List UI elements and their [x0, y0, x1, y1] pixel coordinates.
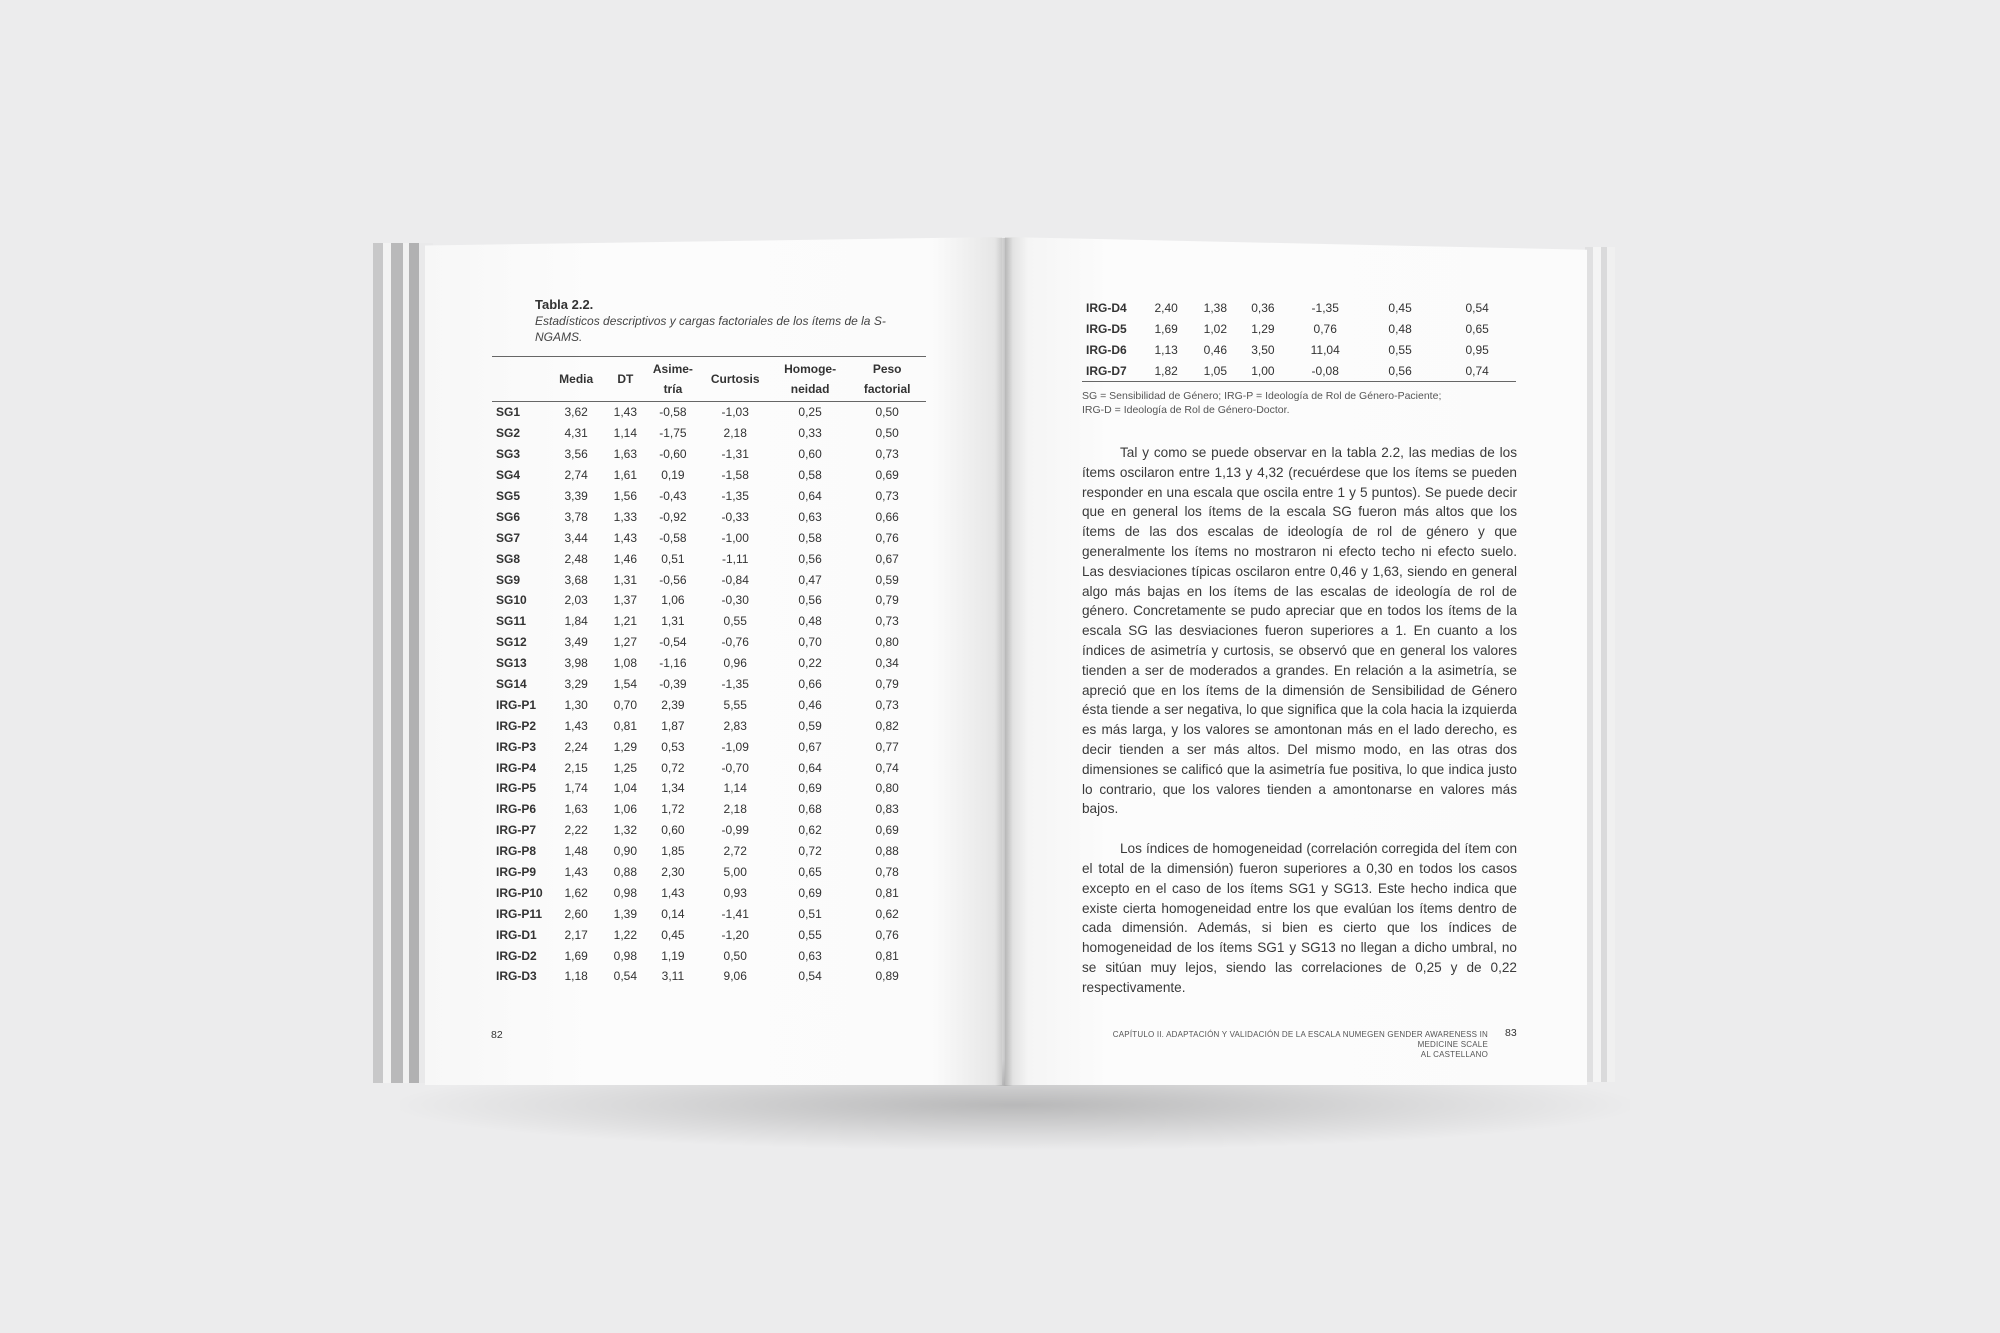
homogeneidad-value: 0,56	[1388, 363, 1412, 378]
media-value: 1,43	[564, 718, 588, 733]
peso-factorial-value: 0,74	[875, 760, 899, 775]
table-row	[492, 966, 926, 987]
item-label: IRG-D6	[1086, 342, 1127, 357]
header-homogeneidad-line1: Homoge-	[784, 362, 837, 376]
dt-value: 0,46	[1203, 342, 1228, 357]
dt-value: 1,54	[613, 677, 638, 692]
homogeneidad-value: 0,48	[798, 614, 822, 629]
curtosis-value: 0,93	[723, 885, 747, 900]
curtosis-value: 9,06	[723, 969, 747, 984]
peso-factorial-value: 0,67	[875, 551, 899, 566]
table-note-1: SG = Sensibilidad de Género; IRG-P = Ideología de Rol de Género-Paciente;	[1082, 390, 1442, 402]
header-homogeneidad	[772, 357, 849, 402]
homogeneidad-value: 0,55	[798, 927, 822, 942]
table-row	[492, 945, 926, 966]
dt-value: 0,81	[613, 718, 638, 733]
table-row	[492, 611, 926, 632]
media-value: 1,63	[564, 802, 588, 817]
body-text	[1082, 443, 1517, 1018]
dt-value: 1,25	[613, 760, 638, 775]
homogeneidad-value: 0,25	[798, 405, 822, 420]
peso-factorial-value: 0,66	[875, 509, 899, 524]
homogeneidad-value: 0,46	[798, 697, 822, 712]
homogeneidad-value: 0,56	[798, 593, 822, 608]
homogeneidad-value: 0,63	[798, 948, 822, 963]
dt-value: 1,39	[613, 906, 638, 921]
curtosis-value: 2,18	[723, 802, 747, 817]
homogeneidad-value: 0,33	[798, 426, 822, 441]
page-number-right: 83	[1505, 1027, 1517, 1039]
curtosis-value: -1,20	[721, 927, 749, 942]
page-number-left: 82	[491, 1029, 503, 1041]
curtosis-value: 2,83	[723, 718, 747, 733]
curtosis-value: -0,99	[721, 823, 749, 838]
peso-factorial-value: 0,73	[875, 447, 899, 462]
table-row	[492, 548, 926, 569]
item-label: IRG-D5	[1086, 321, 1127, 336]
asimetria-value: -0,58	[659, 530, 687, 545]
dt-value: 1,32	[613, 823, 638, 838]
asimetria-value: -0,56	[659, 572, 687, 587]
dt-value: 1,29	[613, 739, 638, 754]
peso-factorial-value: 0,81	[875, 885, 899, 900]
dt-value: 1,14	[613, 426, 638, 441]
curtosis-value: 1,14	[723, 781, 747, 796]
item-label: SG5	[496, 489, 521, 503]
header-item	[492, 357, 549, 402]
peso-factorial-value: 0,69	[875, 823, 899, 838]
peso-factorial-value: 0,88	[875, 844, 899, 859]
asimetria-value: 1,43	[661, 885, 685, 900]
curtosis-value: 11,04	[1310, 342, 1340, 357]
asimetria-value: 1,34	[661, 781, 685, 796]
table-row	[492, 590, 926, 611]
asimetria-value: 2,30	[661, 865, 685, 880]
table-row	[492, 715, 926, 736]
item-label: SG4	[496, 468, 521, 483]
peso-factorial-value: 0,62	[875, 906, 899, 921]
curtosis-value: -1,03	[721, 405, 749, 420]
left-page-stack	[373, 243, 433, 1083]
table-row	[492, 674, 926, 695]
table-note-2: IRG-D = Ideología de Rol de Género-Doctor.	[1082, 404, 1290, 416]
dt-value: 1,22	[613, 927, 638, 942]
paragraph-1: Tal y como se puede observar en la tabla 2.2, las medias de los ítems oscilaron entre 1,13 y 4,32 (recuérdese que los ítems se pueden responder en una escala que oscila entre 1 y 5 puntos). Se puede decir que en general los ítems de la escala SG fueron más altos que los ítems de las dos escalas de ideología de rol de género y que generalmente los ítems no mostraron ni efecto techo ni efecto suelo. Las desviaciones típicas oscilaron entre 0,46 y 1,63, siendo en general algo más bajas en los ítems de las escalas de ideología de rol de género. Concretamente se pudo apreciar que en todos los ítems de la escala SG las desviaciones fueron superiores a 1. En cuanto a los índices de asimetría y curtosis, se observó que en general los valores tienden a ser de moderados a grandes. En relación a la asimetría, se apreció que en los ítems de la dimensión de Sensibilidad de Género ésta tiende a ser negativa, lo que significa que la cola hacia la izquierda es más larga, y los valores se amontonan más en el lado derecho, es decir tienden a ser más altos. Del mismo modo, en las otras dos dimensiones se calificó que la asimetría fue positiva, lo que indica justo lo contrario, que los valores tienden a amontonarse en valores más bajos.	[1082, 445, 1517, 817]
table-row	[492, 924, 926, 945]
header-asimetria	[647, 357, 698, 402]
media-value: 2,74	[564, 468, 588, 483]
homogeneidad-value: 0,70	[798, 635, 822, 650]
asimetria-value: 3,50	[1251, 342, 1275, 357]
book-gutter	[995, 238, 1013, 1086]
table-row	[492, 694, 926, 715]
dt-value: 1,31	[613, 572, 638, 587]
media-value: 1,30	[564, 697, 588, 712]
table-row	[492, 402, 926, 423]
item-label: SG12	[496, 635, 527, 650]
curtosis-value: 0,76	[1313, 321, 1337, 336]
curtosis-value: -1,35	[721, 677, 749, 692]
dt-value: 0,70	[613, 697, 638, 712]
media-value: 3,44	[564, 530, 588, 545]
table-row	[492, 506, 926, 527]
item-label: IRG-P5	[496, 781, 537, 796]
homogeneidad-value: 0,69	[798, 885, 822, 900]
table-row	[1082, 297, 1516, 318]
media-value: 2,24	[564, 739, 588, 754]
peso-factorial-value: 0,79	[875, 593, 899, 608]
homogeneidad-value: 0,66	[798, 677, 822, 692]
asimetria-value: 1,85	[661, 844, 685, 859]
homogeneidad-value: 0,56	[798, 551, 822, 566]
media-value: 3,68	[564, 572, 588, 587]
media-value: 2,40	[1154, 300, 1178, 315]
dt-value: 0,98	[613, 885, 638, 900]
header-peso-factorial	[848, 357, 926, 402]
homogeneidad-value: 0,51	[798, 906, 822, 921]
table-row	[492, 465, 926, 486]
curtosis-value: -1,41	[721, 906, 749, 921]
peso-factorial-value: 0,76	[875, 530, 899, 545]
asimetria-value: 0,45	[661, 927, 685, 942]
media-value: 1,69	[564, 948, 588, 963]
table-row	[492, 757, 926, 778]
curtosis-value: 2,18	[723, 426, 747, 441]
table-row	[492, 862, 926, 883]
item-label: IRG-P1	[496, 697, 537, 712]
homogeneidad-value: 0,69	[798, 781, 822, 796]
table-row	[492, 653, 926, 674]
media-value: 1,84	[564, 614, 588, 629]
peso-factorial-value: 0,79	[875, 677, 899, 692]
dt-value: 0,88	[613, 865, 638, 880]
peso-factorial-value: 0,73	[875, 697, 899, 712]
media-value: 1,43	[564, 865, 588, 880]
asimetria-value: 0,14	[661, 906, 685, 921]
item-label: SG10	[496, 593, 527, 608]
table-header-row	[492, 357, 926, 402]
running-head-line1: CAPÍTULO II. ADAPTACIÓN Y VALIDACIÓN DE LA ESCALA NUMEGEN GENDER AWARENESS IN MEDICINE SCALE	[1112, 1030, 1488, 1049]
asimetria-value: -1,16	[659, 656, 687, 671]
table-caption	[535, 296, 915, 345]
table-caption-subtitle: Estadísticos descriptivos y cargas factoriales de los ítems de la S-NGAMS.	[535, 314, 886, 344]
peso-factorial-value: 0,65	[1465, 321, 1489, 336]
item-label: IRG-D2	[496, 948, 537, 963]
stats-table	[492, 356, 926, 987]
asimetria-value: -0,54	[659, 635, 687, 650]
curtosis-value: -1,00	[721, 530, 749, 545]
curtosis-value: 2,72	[723, 844, 747, 859]
peso-factorial-value: 0,82	[875, 718, 899, 733]
item-label: IRG-P6	[496, 802, 537, 817]
header-curtosis: Curtosis	[699, 357, 772, 402]
curtosis-value: -1,31	[721, 447, 749, 462]
item-label: IRG-P10	[496, 885, 543, 900]
table-row	[492, 841, 926, 862]
homogeneidad-value: 0,54	[798, 969, 822, 984]
table-row	[492, 799, 926, 820]
header-asimetria-line1: Asime-	[652, 362, 693, 376]
header-dt: DT	[604, 357, 648, 402]
table-row	[492, 778, 926, 799]
dt-value: 1,05	[1203, 363, 1228, 378]
dt-value: 1,43	[613, 530, 638, 545]
media-value: 1,62	[564, 885, 588, 900]
curtosis-value: -1,58	[721, 468, 749, 483]
item-label: SG7	[496, 530, 521, 545]
stats-table-continued-body	[1082, 297, 1516, 382]
media-value: 3,62	[564, 405, 588, 420]
table-row	[492, 882, 926, 903]
peso-factorial-value: 0,54	[1465, 300, 1489, 315]
item-label: SG1	[496, 405, 521, 420]
right-page-stack	[1585, 247, 1633, 1082]
item-label: IRG-P2	[496, 718, 537, 733]
item-label: SG9	[496, 572, 521, 587]
peso-factorial-value: 0,59	[875, 572, 899, 587]
curtosis-value: -0,84	[721, 572, 749, 587]
media-value: 2,17	[564, 927, 588, 942]
item-label: SG11	[496, 614, 527, 629]
curtosis-value: -1,09	[721, 739, 749, 754]
header-peso-line2: factorial	[863, 382, 911, 396]
peso-factorial-value: 0,95	[1465, 342, 1489, 357]
homogeneidad-value: 0,55	[1388, 342, 1412, 357]
homogeneidad-value: 0,72	[798, 844, 822, 859]
homogeneidad-value: 0,58	[798, 468, 822, 483]
homogeneidad-value: 0,45	[1388, 300, 1412, 315]
curtosis-value: -1,35	[1311, 300, 1339, 315]
header-peso-line1: Peso	[872, 362, 902, 376]
table-notes	[1082, 389, 1502, 417]
media-value: 1,13	[1154, 342, 1178, 357]
dt-value: 0,54	[613, 969, 638, 984]
dt-value: 1,27	[613, 635, 638, 650]
table-row	[492, 444, 926, 465]
homogeneidad-value: 0,62	[798, 823, 822, 838]
dt-value: 1,43	[613, 405, 638, 420]
peso-factorial-value: 0,50	[875, 426, 899, 441]
item-label: SG8	[496, 551, 521, 566]
peso-factorial-value: 0,76	[875, 927, 899, 942]
header-homogeneidad-line2: neidad	[790, 382, 830, 396]
header-asimetria-line2: tría	[663, 382, 683, 396]
paragraph-2: Los índices de homogeneidad (correlación corregida del ítem con el total de la dimensión) fueron superiores a 0,30 en todos los casos excepto en el caso de los ítems SG1 y SG13. Este hecho indica que existe cierta homogeneidad entre los que evalúan los ítems dentro de cada dimensión. Además, si bien es cierto que los índices de homogeneidad de los ítems SG1 y SG13 no llegan a dicho umbral, no se sitúan muy lejos, siendo las correlaciones de 0,25 y de 0,22 respectivamente.	[1082, 841, 1517, 995]
table-row	[492, 423, 926, 444]
item-label: IRG-P4	[496, 760, 537, 775]
curtosis-value: -0,70	[721, 760, 749, 775]
item-label: SG3	[496, 447, 521, 462]
table-row	[492, 820, 926, 841]
asimetria-value: -1,75	[659, 426, 687, 441]
peso-factorial-value: 0,80	[875, 781, 899, 796]
peso-factorial-value: 0,74	[1465, 363, 1489, 378]
curtosis-value: 5,00	[723, 865, 747, 880]
media-value: 3,29	[564, 677, 588, 692]
peso-factorial-value: 0,34	[875, 656, 899, 671]
asimetria-value: 1,29	[1251, 321, 1275, 336]
table-row	[492, 569, 926, 590]
asimetria-value: -0,43	[659, 489, 687, 503]
curtosis-value: -0,30	[721, 593, 749, 608]
peso-factorial-value: 0,73	[875, 614, 899, 629]
dt-value: 1,38	[1203, 300, 1228, 315]
asimetria-value: 3,11	[661, 969, 685, 984]
dt-value: 1,06	[613, 802, 638, 817]
item-label: IRG-D4	[1086, 300, 1127, 315]
peso-factorial-value: 0,77	[875, 739, 899, 754]
running-head-line2: AL CASTELLANO	[1420, 1050, 1488, 1059]
table-row	[492, 903, 926, 924]
asimetria-value: 1,19	[661, 948, 685, 963]
table-row	[492, 736, 926, 757]
dt-value: 1,37	[613, 593, 638, 608]
stats-table-body	[492, 402, 926, 987]
dt-value: 1,08	[613, 656, 638, 671]
asimetria-value: 1,06	[661, 593, 685, 608]
curtosis-value: -0,33	[721, 509, 749, 524]
item-label: SG6	[496, 509, 521, 524]
dt-value: 0,98	[613, 948, 638, 963]
curtosis-value: -0,08	[1311, 363, 1339, 378]
homogeneidad-value: 0,48	[1388, 321, 1412, 336]
media-value: 2,60	[564, 906, 588, 921]
media-value: 1,74	[564, 781, 588, 796]
asimetria-value: 0,53	[661, 739, 685, 754]
table-row	[1082, 339, 1516, 360]
asimetria-value: 0,72	[661, 760, 685, 775]
homogeneidad-value: 0,64	[798, 760, 822, 775]
table-row	[1082, 360, 1516, 382]
asimetria-value: -0,92	[659, 509, 687, 524]
asimetria-value: 1,87	[661, 718, 685, 733]
header-media: Media	[549, 357, 604, 402]
item-label: IRG-P3	[496, 739, 537, 754]
table-row	[1082, 318, 1516, 339]
item-label: IRG-P9	[496, 865, 537, 880]
asimetria-value: 2,39	[661, 697, 685, 712]
asimetria-value: 1,72	[661, 802, 685, 817]
asimetria-value: 0,51	[661, 551, 685, 566]
peso-factorial-value: 0,69	[875, 468, 899, 483]
item-label: SG13	[496, 656, 527, 671]
curtosis-value: -1,11	[721, 551, 749, 566]
item-label: SG2	[496, 426, 521, 441]
dt-value: 1,46	[613, 551, 638, 566]
homogeneidad-value: 0,58	[798, 530, 822, 545]
asimetria-value: 0,36	[1251, 300, 1275, 315]
curtosis-value: -0,76	[721, 635, 749, 650]
homogeneidad-value: 0,64	[798, 489, 822, 503]
peso-factorial-value: 0,78	[875, 865, 899, 880]
dt-value: 1,63	[613, 447, 638, 462]
dt-value: 1,04	[613, 781, 638, 796]
table-caption-title: Tabla 2.2.	[535, 297, 594, 312]
peso-factorial-value: 0,50	[875, 405, 899, 420]
curtosis-value: -1,35	[721, 489, 749, 503]
dt-value: 1,02	[1203, 321, 1228, 336]
media-value: 1,18	[564, 969, 588, 984]
item-label: IRG-D3	[496, 969, 537, 984]
dt-value: 1,33	[613, 509, 638, 524]
media-value: 3,78	[564, 509, 588, 524]
table-row	[492, 486, 926, 507]
media-value: 1,69	[1154, 321, 1178, 336]
media-value: 2,48	[564, 551, 588, 566]
homogeneidad-value: 0,67	[798, 739, 822, 754]
peso-factorial-value: 0,89	[875, 969, 899, 984]
peso-factorial-value: 0,80	[875, 635, 899, 650]
asimetria-value: 0,19	[661, 468, 685, 483]
media-value: 2,15	[564, 760, 588, 775]
asimetria-value: -0,39	[659, 677, 687, 692]
stats-table-continued	[1082, 297, 1516, 382]
dt-value: 0,90	[613, 844, 638, 859]
item-label: IRG-P8	[496, 844, 537, 859]
dt-value: 1,56	[613, 489, 638, 503]
item-label: SG14	[496, 677, 527, 692]
item-label: IRG-D7	[1086, 363, 1127, 378]
curtosis-value: 0,50	[723, 948, 747, 963]
media-value: 1,82	[1154, 363, 1178, 378]
dt-value: 1,61	[613, 468, 638, 483]
peso-factorial-value: 0,73	[875, 489, 899, 503]
homogeneidad-value: 0,68	[798, 802, 822, 817]
running-head	[1080, 1030, 1488, 1060]
item-label: IRG-D1	[496, 927, 537, 942]
table-row	[492, 527, 926, 548]
table-row	[492, 632, 926, 653]
homogeneidad-value: 0,60	[798, 447, 822, 462]
media-value: 4,31	[564, 426, 588, 441]
homogeneidad-value: 0,22	[798, 656, 822, 671]
homogeneidad-value: 0,63	[798, 509, 822, 524]
curtosis-value: 5,55	[723, 697, 747, 712]
media-value: 3,56	[564, 447, 588, 462]
media-value: 3,49	[564, 635, 588, 650]
asimetria-value: 0,60	[661, 823, 685, 838]
media-value: 3,98	[564, 656, 588, 671]
asimetria-value: -0,58	[659, 405, 687, 420]
peso-factorial-value: 0,81	[875, 948, 899, 963]
homogeneidad-value: 0,59	[798, 718, 822, 733]
item-label: IRG-P7	[496, 823, 537, 838]
homogeneidad-value: 0,65	[798, 865, 822, 880]
media-value: 2,22	[564, 823, 588, 838]
peso-factorial-value: 0,83	[875, 802, 899, 817]
dt-value: 1,21	[613, 614, 638, 629]
asimetria-value: -0,60	[659, 447, 687, 462]
media-value: 2,03	[564, 593, 588, 608]
homogeneidad-value: 0,47	[798, 572, 822, 587]
asimetria-value: 1,00	[1251, 363, 1275, 378]
curtosis-value: 0,96	[723, 656, 747, 671]
curtosis-value: 0,55	[723, 614, 747, 629]
media-value: 1,48	[564, 844, 588, 859]
asimetria-value: 1,31	[661, 614, 685, 629]
media-value: 3,39	[564, 489, 588, 503]
item-label: IRG-P11	[496, 906, 543, 921]
